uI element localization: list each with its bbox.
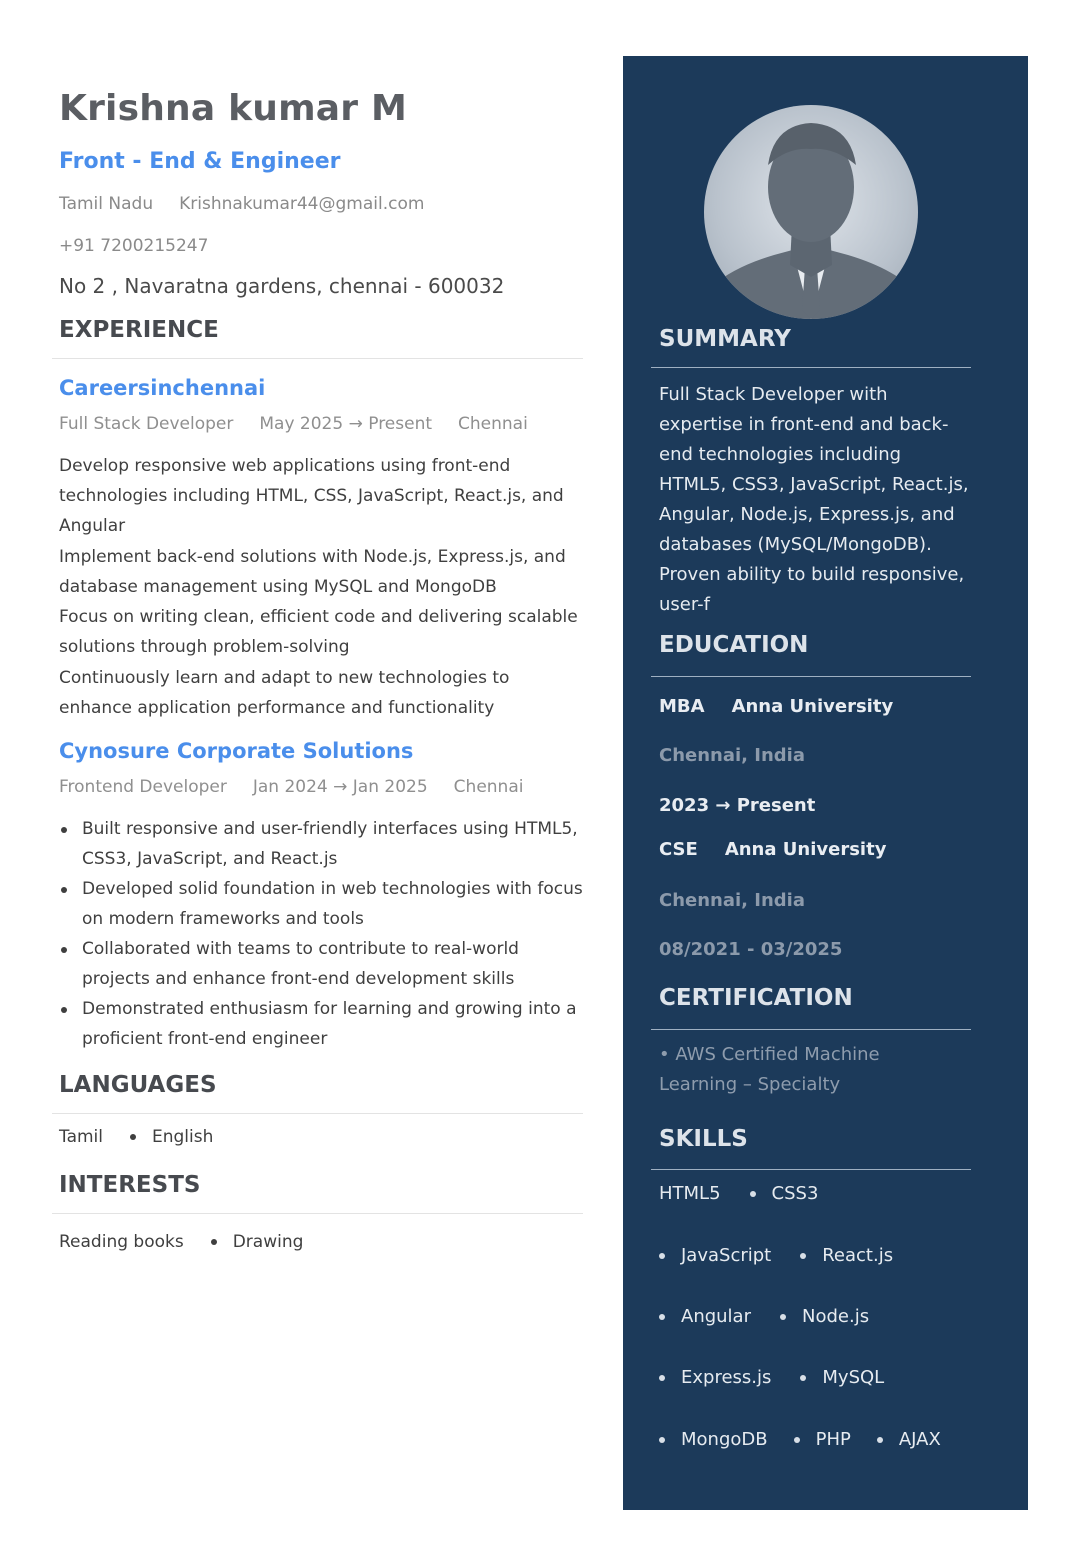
skill-item: Angular: [681, 1306, 751, 1327]
bullet-dot: [750, 1191, 756, 1197]
job-meta: [59, 777, 583, 797]
bullet-dot: [794, 1437, 800, 1443]
interests-heading: INTERESTS: [59, 1172, 201, 1198]
bullet-dot: [800, 1253, 806, 1259]
degree: MBA: [659, 696, 705, 717]
skill-item: HTML5: [659, 1183, 721, 1204]
skills-heading: SKILLS: [659, 1126, 748, 1152]
education-dates: 08/2021 - 03/2025: [659, 939, 843, 960]
school: Anna University: [731, 696, 894, 717]
certification-item: • AWS Certified Machine Learning – Specialty: [659, 1044, 880, 1095]
bullet-dot: [780, 1314, 786, 1320]
list-item: Demonstrated enthusiasm for learning and growing into a proficient front-end engineer: [59, 994, 583, 1054]
location-text: Tamil Nadu: [59, 194, 154, 214]
education-entry: [659, 696, 893, 717]
job-paragraph: Develop responsive web applications using front-end technologies including HTML, CSS, JavaScript, React.js, and Angular: [59, 456, 564, 536]
interests-divider: [52, 1213, 583, 1214]
bullet-dot: [130, 1134, 136, 1140]
person-silhouette-icon: [704, 105, 918, 319]
skill-item: CSS3: [771, 1183, 819, 1204]
job-paragraph: Continuously learn and adapt to new technologies to enhance application performance and functionality: [59, 668, 510, 718]
main-column: [59, 88, 583, 1252]
job-dates: Jan 2024 → Jan 2025: [252, 777, 428, 797]
summary-divider: [651, 367, 971, 368]
company-name: Cynosure Corporate Solutions: [59, 739, 414, 763]
job-paragraph: Implement back-end solutions with Node.js, Express.js, and database management using MySQL and MongoDB: [59, 547, 566, 597]
skills-row: [659, 1306, 869, 1327]
job-city: Chennai: [458, 414, 528, 434]
interest-item: Drawing: [232, 1232, 304, 1252]
skills-row: [659, 1429, 941, 1450]
interests-list: [59, 1232, 583, 1252]
list-item: Collaborated with teams to contribute to real-world projects and enhance front-end development skills: [59, 934, 583, 994]
bullet-dot: [659, 1437, 665, 1443]
sidebar: [623, 56, 1028, 1510]
certification-heading: CERTIFICATION: [659, 985, 853, 1011]
bullet-dot: [800, 1375, 806, 1381]
degree: CSE: [659, 839, 698, 860]
languages-list: [59, 1127, 583, 1147]
experience-heading: EXPERIENCE: [59, 317, 219, 343]
company-name: Careersinchennai: [59, 376, 266, 400]
job-entry: [59, 739, 583, 1054]
summary-text: Full Stack Developer with expertise in front-end and back-end technologies including HTML5, CSS3, JavaScript, React.js, Angular, Node.js, Express.js, and databases (MySQL/MongoDB). Proven ability to build responsive, user-f: [659, 384, 969, 615]
bullet-dot: [659, 1253, 665, 1259]
job-city: Chennai: [453, 777, 524, 797]
skill-item: MongoDB: [681, 1429, 768, 1450]
skill-item: JavaScript: [681, 1245, 772, 1266]
skills-row: [659, 1183, 818, 1204]
language-item: Tamil: [59, 1127, 103, 1147]
job-meta: [59, 414, 583, 434]
education-dates: 2023 → Present: [659, 795, 816, 816]
job-position: Frontend Developer: [59, 777, 227, 797]
phone-text[interactable]: +91 7200215247: [59, 236, 209, 256]
education-entry: [659, 839, 886, 860]
job-dates: May 2025 → Present: [259, 414, 433, 434]
bullet-dot: [659, 1314, 665, 1320]
skill-item: Express.js: [681, 1367, 772, 1388]
skill-item: React.js: [822, 1245, 894, 1266]
skill-item: AJAX: [898, 1429, 941, 1450]
summary-heading: SUMMARY: [659, 326, 791, 352]
address-text: No 2 , Navaratna gardens, chennai - 600032: [59, 274, 505, 298]
language-item: English: [152, 1127, 214, 1147]
job-paragraph: Focus on writing clean, efficient code and delivering scalable solutions through problem-solving: [59, 607, 578, 657]
skills-row: [659, 1367, 884, 1388]
contact-row: [59, 194, 583, 214]
education-heading: EDUCATION: [659, 632, 809, 658]
candidate-name: Krishna kumar M: [59, 88, 407, 129]
bullet-dot: [211, 1239, 217, 1245]
languages-heading: LANGUAGES: [59, 1072, 217, 1098]
skill-item: MySQL: [822, 1367, 885, 1388]
skills-divider: [651, 1169, 971, 1170]
school: Anna University: [724, 839, 887, 860]
job-description: [59, 451, 583, 723]
certification-divider: [651, 1029, 971, 1030]
skill-item: Node.js: [802, 1306, 870, 1327]
interest-item: Reading books: [59, 1232, 184, 1252]
skills-row: [659, 1245, 893, 1266]
list-item: Built responsive and user-friendly interfaces using HTML5, CSS3, JavaScript, and React.js: [59, 814, 583, 874]
bullet-dot: [659, 1375, 665, 1381]
list-item: Developed solid foundation in web technologies with focus on modern frameworks and tools: [59, 874, 583, 934]
languages-divider: [52, 1113, 583, 1114]
experience-divider: [52, 358, 583, 359]
education-location: Chennai, India: [659, 890, 805, 911]
job-position: Full Stack Developer: [59, 414, 234, 434]
education-location: Chennai, India: [659, 745, 805, 766]
job-bullet-list: [59, 814, 583, 1054]
job-title: Front - End & Engineer: [59, 149, 341, 174]
job-entry: [59, 376, 583, 723]
education-divider: [651, 676, 971, 677]
bullet-dot: [877, 1437, 883, 1443]
skill-item: PHP: [815, 1429, 851, 1450]
email-link[interactable]: Krishnakumar44@gmail.com: [179, 194, 425, 214]
